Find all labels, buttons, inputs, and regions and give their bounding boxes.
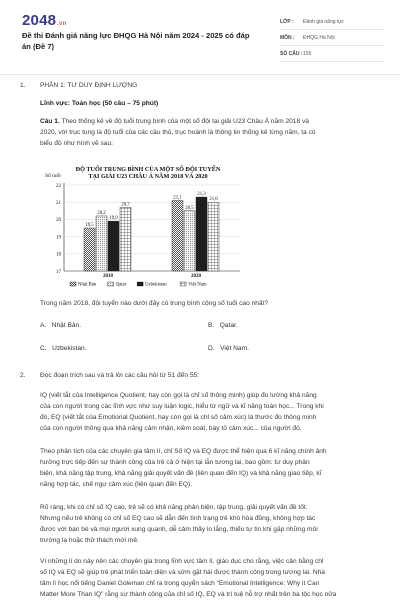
chart-subtitle: TẠI GIẢI U23 CHÂU Á NĂM 2018 VÀ 2020	[88, 173, 208, 180]
paragraph-line: Matter More Than IQ” rằng sự thành công của chỉ số IQ, EQ và trí tuệ hỗ trợ nhất trên ba tộc học nửa	[40, 591, 337, 598]
section2-intro: Đọc đoạn trích sau và trả lời các câu hỏi từ 51 đến 55:	[40, 372, 200, 379]
meta-row-count	[280, 46, 385, 62]
paragraph-line: Vì những lí do này nên các chuyên gia trong lĩnh vực tâm lí, giáo dục cho rằng, việc cân bằng chỉ	[40, 558, 324, 565]
header-divider	[0, 74, 400, 75]
paragraph-4	[40, 556, 390, 600]
legend-swatch	[180, 282, 186, 286]
option-c[interactable]	[40, 345, 87, 352]
paragraph-line: năng hợp tác, chế ngự cảm xúc (liên quan đến EQ).	[40, 481, 193, 488]
legend-label: Nhật Bản	[78, 282, 97, 288]
section-number: 1.	[20, 82, 26, 89]
meta-value: Đánh giá năng lực	[303, 18, 344, 25]
paragraph-2	[40, 446, 390, 490]
chart-title: ĐỘ TUỔI TRUNG BÌNH CỦA MỘT SỐ ĐỘI TUYỂN	[75, 166, 221, 173]
paragraph-line: tâm lí học nổi tiếng Daniel Goleman chỉ ra trong quyển sách “Emotional Intelligence: Why it Can	[40, 580, 320, 587]
data-label: 21,0	[209, 197, 218, 203]
meta-key: MÔN :	[280, 34, 295, 41]
option-label: C.	[40, 345, 47, 352]
logo-text: 2048	[22, 12, 57, 29]
paragraph-3	[40, 502, 390, 546]
bar-chart	[40, 163, 250, 293]
paragraph-line: được với bạn bè và mọi người xung quanh, dễ cảm thấy lo lắng, thiếu tự tin khi gặp những môi	[40, 526, 318, 533]
legend-swatch	[70, 282, 76, 286]
paragraph-line: của con người trong các lĩnh vực như suy luận logic, hiểu từ ngữ và kĩ năng toán học... Trong khi	[40, 403, 324, 410]
data-label: 20,2	[97, 210, 106, 216]
option-label: A.	[40, 322, 47, 329]
bar-uzbekistan-2018	[108, 221, 119, 271]
y-axis-label: Số tuổi	[45, 173, 61, 179]
bar-nhật-bản-2018	[84, 228, 95, 271]
legend-label: Qatar	[115, 282, 127, 288]
option-text: Uzbekistan.	[52, 345, 87, 352]
data-label: 21,3	[197, 192, 206, 198]
section-field: Lĩnh vực: Toán học (50 câu – 75 phút)	[40, 100, 159, 107]
paragraph-line: đó, EQ (viết tắt của Emotional Quotient, hay còn gọi là chỉ số cảm xúc) là thước đo thông minh	[40, 414, 317, 421]
option-label: D.	[208, 345, 215, 352]
meta-value: 155	[303, 50, 312, 57]
option-label: B.	[208, 322, 215, 329]
option-text: Nhật Bản.	[51, 322, 82, 329]
site-logo[interactable]	[22, 12, 66, 29]
question-text-line: Theo thống kê về độ tuổi trung bình của một số đội tại giải U23 Châu Á năm 2018 và	[59, 118, 309, 125]
meta-key: LỚP :	[280, 18, 294, 25]
bar-qatar-2020	[184, 211, 195, 271]
option-text: Qatar.	[219, 322, 238, 329]
question-1-text	[40, 116, 380, 149]
paragraph-line: Theo phân tích của các chuyên gia tâm lí, chỉ Số IQ và EQ được thể hiện qua 6 kĩ năng chính ảnh	[40, 448, 327, 455]
legend-swatch	[137, 282, 143, 286]
paragraph-line: biện, khả năng tập trung, khả năng giải quyết vấn đề (liên quan đến IQ) và khả năng giao tiếp, kĩ	[40, 470, 322, 477]
meta-value: ĐHQG Hà Nội	[303, 34, 335, 41]
bar-việt-nam-2018	[120, 207, 131, 271]
paragraph-line: trường lạ hoặc thử thách mới mẻ.	[40, 537, 139, 544]
legend-label: Việt Nam	[188, 282, 207, 288]
data-label: 19,9	[109, 216, 118, 222]
logo-suffix: .vn	[57, 21, 67, 27]
x-tick-label: 2020	[191, 274, 201, 279]
page-title: Đề thi Đánh giá năng lực ĐHQG Hà Nội năm 2024 - 2025 có đáp án (Đề 7)	[22, 31, 250, 51]
x-tick-label: 2018	[103, 274, 113, 279]
paragraph-line: IQ (viết tắt của Intelligence Quotient, hay còn gọi là chỉ số thông minh) giúp đo lường khả năng	[40, 392, 317, 399]
meta-row-class	[280, 14, 385, 30]
paragraph-line: của con người thông qua khả năng cảm nhận, kiềm soát, bày tỏ cảm xúc... của người đó.	[40, 425, 302, 432]
paragraph-line: hưởng trực tiếp đến sự thành công của trẻ cả ở hiện tại lẫn tương lai, bao gồm: tư duy phản	[40, 459, 310, 466]
legend-swatch	[108, 282, 114, 286]
question-prompt: Trong năm 2018, đội tuyển nào dưới đây có trung bình cộng số tuổi cao nhất?	[40, 300, 269, 307]
y-tick-label: 17	[56, 269, 61, 275]
bar-việt-nam-2020	[208, 202, 219, 271]
y-tick-label: 20	[56, 218, 61, 224]
bar-nhật-bản-2020	[172, 200, 183, 271]
option-text: Việt Nam.	[220, 345, 249, 352]
paragraph-1	[40, 390, 390, 434]
option-d[interactable]	[208, 345, 249, 352]
meta-key: SỐ CÂU :	[280, 50, 303, 57]
data-label: 19,5	[85, 223, 94, 228]
bar-uzbekistan-2020	[196, 197, 207, 271]
question-label: Câu 1.	[40, 118, 60, 125]
data-label: 21,1	[173, 195, 182, 201]
section-number: 2.	[20, 372, 26, 379]
page-header	[0, 0, 400, 68]
paragraph-line: số IQ và EQ sẽ giúp trẻ phát triển toàn diện và sớm gặt hái được thành công trong tương lai. Nhà	[40, 569, 325, 576]
option-a[interactable]	[40, 322, 81, 329]
question-text-line: 2020, với trục tung là độ tuổi của các cầu thủ, trục hoành là thông tin thống kê từng năm, ta có	[40, 129, 316, 136]
legend-label: Uzbekistan	[145, 282, 167, 288]
bar-qatar-2018	[96, 216, 107, 271]
option-b[interactable]	[208, 322, 238, 329]
paragraph-line: Nhưng nếu trẻ không có chỉ số EQ cao sẽ dẫn đến tình trạng trẻ khó hòa đồng, không hợp tác	[40, 515, 316, 522]
data-label: 20,7	[121, 202, 130, 208]
data-label: 20,5	[185, 205, 194, 211]
paragraph-line: Rõ ràng, khi có chỉ số IQ cao, trẻ sẽ có khả năng phản biện, tập trung, giải quyết vấn đề tốt.	[40, 504, 308, 511]
y-tick-label: 19	[56, 235, 61, 241]
y-tick-label: 21	[56, 201, 61, 206]
question-text-line: biểu đồ như hình vẽ sau:	[40, 140, 113, 147]
y-tick-label: 18	[56, 252, 61, 258]
section-title: PHẦN 1: TƯ DUY ĐỊNH LƯỢNG	[40, 82, 138, 89]
meta-row-subject	[280, 30, 385, 46]
exam-meta	[280, 14, 385, 62]
y-tick-label: 22	[56, 183, 61, 189]
